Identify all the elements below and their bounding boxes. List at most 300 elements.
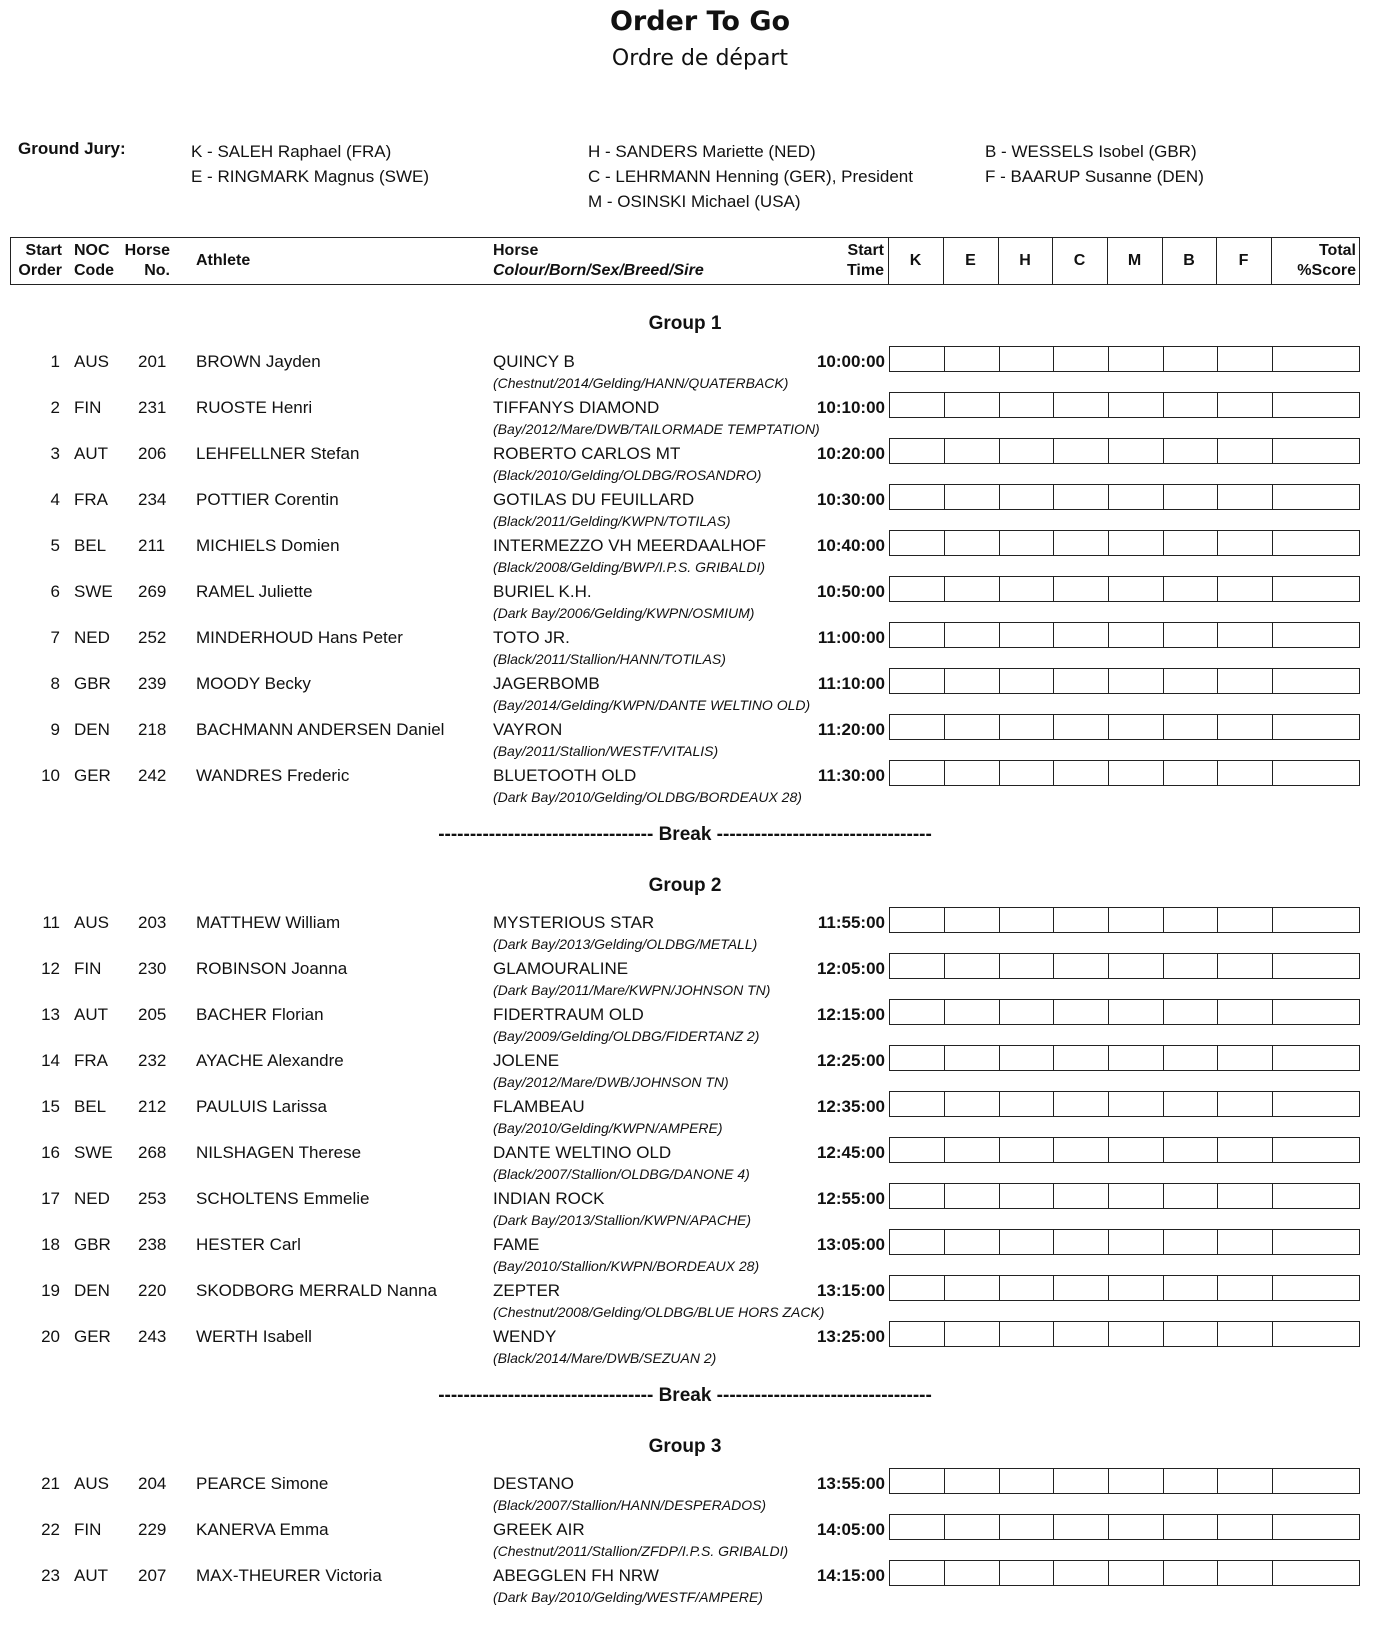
score-box-divider xyxy=(1108,1469,1109,1493)
score-box-divider xyxy=(1272,347,1273,371)
score-box-divider xyxy=(1163,1322,1164,1346)
score-box-divider xyxy=(1053,1092,1054,1116)
score-box-divider xyxy=(1217,393,1218,417)
score-box-divider xyxy=(1053,761,1054,785)
score-box-divider xyxy=(944,715,945,739)
horse-name: ROBERTO CARLOS MT xyxy=(493,444,681,463)
start-time: 13:05:00 xyxy=(816,1235,885,1254)
start-order: 10 xyxy=(41,766,60,785)
athlete-name: SCHOLTENS Emmelie xyxy=(196,1189,370,1208)
start-order: 3 xyxy=(50,444,60,463)
athlete-name: MATTHEW William xyxy=(196,913,341,932)
score-box-divider xyxy=(1272,1138,1273,1162)
score-box-divider xyxy=(1272,1184,1273,1208)
athlete-name: HESTER Carl xyxy=(196,1235,301,1254)
noc-code: DEN xyxy=(74,720,110,739)
score-box-divider xyxy=(1108,908,1109,932)
horse-name: GLAMOURALINE xyxy=(493,959,629,978)
start-order: 18 xyxy=(41,1235,60,1254)
start-time: 14:05:00 xyxy=(816,1520,885,1539)
score-box-divider xyxy=(1163,715,1164,739)
score-box-divider xyxy=(1108,347,1109,371)
start-order: 17 xyxy=(41,1189,60,1208)
noc-code: AUT xyxy=(74,1005,108,1024)
score-box-divider xyxy=(999,669,1000,693)
header-text: Time xyxy=(846,262,884,279)
horse-name: TOTO JR. xyxy=(493,628,570,647)
score-box-divider xyxy=(1217,623,1218,647)
score-box-divider xyxy=(1217,1322,1218,1346)
athlete-name: MINDERHOUD Hans Peter xyxy=(196,628,403,647)
start-time: 10:30:00 xyxy=(816,490,885,509)
score-box-divider xyxy=(999,393,1000,417)
horse-number: 242 xyxy=(138,766,167,785)
ground-jury-label: Ground Jury: xyxy=(18,139,126,158)
score-entry-boxes xyxy=(889,576,1360,602)
horse-details: (Dark Bay/2013/Stallion/KWPN/APACHE) xyxy=(493,1212,752,1228)
score-box-divider xyxy=(1108,1092,1109,1116)
score-box-divider xyxy=(1053,1046,1054,1070)
score-entry-boxes xyxy=(889,1137,1360,1163)
score-box-divider xyxy=(1163,439,1164,463)
score-box-divider xyxy=(944,761,945,785)
horse-number: 218 xyxy=(138,720,167,739)
jury-member: F - BAARUP Susanne (DEN) xyxy=(985,167,1204,186)
table-row xyxy=(0,1566,1400,1612)
horse-name: BURIEL K.H. xyxy=(493,582,592,601)
score-entry-boxes xyxy=(889,1560,1360,1586)
score-box-divider xyxy=(1272,954,1273,978)
score-box-divider xyxy=(944,1000,945,1024)
score-box-divider xyxy=(1053,347,1054,371)
score-entry-boxes xyxy=(889,346,1360,372)
noc-code: AUS xyxy=(74,913,109,932)
score-box-divider xyxy=(999,1046,1000,1070)
score-box-divider xyxy=(1272,908,1273,932)
header-judge-e: E xyxy=(965,252,976,269)
athlete-name: PEARCE Simone xyxy=(196,1474,329,1493)
score-box-divider xyxy=(944,1230,945,1254)
horse-name: JOLENE xyxy=(493,1051,560,1070)
start-order: 1 xyxy=(50,352,60,371)
score-box-divider xyxy=(1108,393,1109,417)
header-text: Start xyxy=(847,242,884,259)
horse-details: (Black/2011/Stallion/HANN/TOTILAS) xyxy=(493,651,726,667)
athlete-name: LEHFELLNER Stefan xyxy=(196,444,360,463)
score-box-divider xyxy=(1053,393,1054,417)
ground-jury-column-1 xyxy=(191,139,429,189)
score-box-divider xyxy=(1108,1515,1109,1539)
table-row xyxy=(0,766,1400,812)
horse-details: (Bay/2014/Gelding/KWPN/DANTE WELTINO OLD) xyxy=(493,697,811,713)
score-box-divider xyxy=(1163,1138,1164,1162)
score-box-divider xyxy=(1272,1046,1273,1070)
horse-name: MYSTERIOUS STAR xyxy=(493,913,655,932)
header-text: No. xyxy=(144,262,170,279)
header-start-time xyxy=(820,241,884,281)
start-order: 9 xyxy=(50,720,60,739)
start-order: 15 xyxy=(41,1097,60,1116)
jury-member: M - OSINSKI Michael (USA) xyxy=(588,192,801,211)
horse-details: (Bay/2012/Mare/DWB/JOHNSON TN) xyxy=(493,1074,729,1090)
score-box-divider xyxy=(1053,954,1054,978)
score-box-divider xyxy=(1163,761,1164,785)
header-athlete: Athlete xyxy=(196,252,251,269)
score-box-divider xyxy=(1272,485,1273,509)
score-box-divider xyxy=(944,1561,945,1585)
score-entry-boxes xyxy=(889,1275,1360,1301)
horse-name: ZEPTER xyxy=(493,1281,561,1300)
score-box-divider xyxy=(944,531,945,555)
start-order: 11 xyxy=(42,913,60,932)
header-judge-b: B xyxy=(1183,252,1195,269)
score-box-divider xyxy=(1163,669,1164,693)
score-box-divider xyxy=(999,1322,1000,1346)
horse-name: FAME xyxy=(493,1235,540,1254)
horse-details: (Dark Bay/2013/Gelding/OLDBG/METALL) xyxy=(493,936,758,952)
athlete-name: NILSHAGEN Therese xyxy=(196,1143,362,1162)
score-box-divider xyxy=(1217,1230,1218,1254)
athlete-name: BACHMANN ANDERSEN Daniel xyxy=(196,720,445,739)
horse-details: (Bay/2012/Mare/DWB/TAILORMADE TEMPTATION) xyxy=(493,421,820,437)
score-box-divider xyxy=(1163,623,1164,647)
score-box-divider xyxy=(999,485,1000,509)
score-entry-boxes xyxy=(889,1468,1360,1494)
horse-number: 268 xyxy=(138,1143,167,1162)
score-box-divider xyxy=(1217,1184,1218,1208)
score-box-divider xyxy=(1217,439,1218,463)
noc-code: FRA xyxy=(74,490,108,509)
score-box-divider xyxy=(1217,577,1218,601)
horse-number: 231 xyxy=(138,398,167,417)
horse-number: 201 xyxy=(138,352,167,371)
start-time: 12:05:00 xyxy=(816,959,885,978)
score-box-divider xyxy=(999,715,1000,739)
score-box-divider xyxy=(999,1000,1000,1024)
athlete-name: SKODBORG MERRALD Nanna xyxy=(196,1281,437,1300)
score-entry-boxes xyxy=(889,530,1360,556)
horse-details: (Black/2010/Gelding/OLDBG/ROSANDRO) xyxy=(493,467,762,483)
athlete-name: POTTIER Corentin xyxy=(196,490,339,509)
score-box-divider xyxy=(1163,1515,1164,1539)
score-entry-boxes xyxy=(889,1229,1360,1255)
noc-code: FIN xyxy=(74,1520,102,1539)
start-time: 10:20:00 xyxy=(816,444,885,463)
start-order: 13 xyxy=(41,1005,60,1024)
header-judge-h: H xyxy=(1019,252,1031,269)
noc-code: NED xyxy=(74,1189,110,1208)
start-time: 10:40:00 xyxy=(816,536,885,555)
athlete-name: MOODY Becky xyxy=(196,674,311,693)
athlete-name: RAMEL Juliette xyxy=(196,582,313,601)
header-text: Horse xyxy=(493,242,539,259)
noc-code: SWE xyxy=(74,1143,113,1162)
noc-code: SWE xyxy=(74,582,113,601)
score-box-divider xyxy=(999,1469,1000,1493)
horse-name: DANTE WELTINO OLD xyxy=(493,1143,672,1162)
header-judge-m: M xyxy=(1127,252,1142,269)
header-text: Order xyxy=(18,262,62,279)
score-box-divider xyxy=(1108,485,1109,509)
score-box-divider xyxy=(944,1184,945,1208)
horse-number: 203 xyxy=(138,913,167,932)
horse-number: 212 xyxy=(138,1097,167,1116)
score-box-divider xyxy=(1108,1184,1109,1208)
score-box-divider xyxy=(1053,577,1054,601)
horse-details: (Dark Bay/2010/Gelding/OLDBG/BORDEAUX 28) xyxy=(493,789,802,805)
score-box-divider xyxy=(1108,1000,1109,1024)
score-entry-boxes xyxy=(889,760,1360,786)
horse-details: (Chestnut/2014/Gelding/HANN/QUATERBACK) xyxy=(493,375,789,391)
horse-name: WENDY xyxy=(493,1327,557,1346)
start-order: 22 xyxy=(41,1520,60,1539)
score-box-divider xyxy=(1163,1561,1164,1585)
score-box-divider xyxy=(1217,1276,1218,1300)
score-box-divider xyxy=(999,623,1000,647)
score-box-divider xyxy=(1272,1276,1273,1300)
score-box-divider xyxy=(1163,531,1164,555)
horse-number: 252 xyxy=(138,628,167,647)
start-order: 21 xyxy=(41,1474,60,1493)
score-box-divider xyxy=(944,1046,945,1070)
athlete-name: WERTH Isabell xyxy=(196,1327,312,1346)
score-box-divider xyxy=(1108,1046,1109,1070)
score-box-divider xyxy=(999,1230,1000,1254)
score-entry-boxes xyxy=(889,668,1360,694)
score-box-divider xyxy=(1108,1561,1109,1585)
score-box-divider xyxy=(1108,1230,1109,1254)
header-text: Colour/Born/Sex/Breed/Sire xyxy=(493,262,704,279)
start-time: 12:45:00 xyxy=(816,1143,885,1162)
horse-details: (Chestnut/2011/Stallion/ZFDP/I.P.S. GRIBALDI) xyxy=(493,1543,789,1559)
score-box-divider xyxy=(944,623,945,647)
athlete-name: AYACHE Alexandre xyxy=(196,1051,344,1070)
score-box-divider xyxy=(999,531,1000,555)
score-box-divider xyxy=(999,577,1000,601)
horse-number: 234 xyxy=(138,490,167,509)
noc-code: DEN xyxy=(74,1281,110,1300)
score-box-divider xyxy=(1053,623,1054,647)
horse-number: 211 xyxy=(138,536,166,555)
horse-name: FLAMBEAU xyxy=(493,1097,585,1116)
noc-code: AUT xyxy=(74,1566,108,1585)
score-box-divider xyxy=(1272,393,1273,417)
athlete-name: BACHER Florian xyxy=(196,1005,324,1024)
score-box-divider xyxy=(1272,577,1273,601)
score-box-divider xyxy=(1163,908,1164,932)
score-box-divider xyxy=(1272,531,1273,555)
score-box-divider xyxy=(1108,1322,1109,1346)
start-order: 2 xyxy=(50,398,60,417)
start-time: 10:00:00 xyxy=(816,352,885,371)
horse-details: (Black/2007/Stallion/HANN/DESPERADOS) xyxy=(493,1497,767,1513)
jury-member: B - WESSELS Isobel (GBR) xyxy=(985,142,1197,161)
score-box-divider xyxy=(944,485,945,509)
header-text: Start xyxy=(25,242,62,259)
score-box-divider xyxy=(1272,439,1273,463)
score-entry-boxes xyxy=(889,622,1360,648)
score-box-divider xyxy=(1108,623,1109,647)
score-box-divider xyxy=(1217,485,1218,509)
horse-number: 253 xyxy=(138,1189,167,1208)
horse-name: FIDERTRAUM OLD xyxy=(493,1005,644,1024)
score-box-divider xyxy=(1272,761,1273,785)
noc-code: AUS xyxy=(74,1474,109,1493)
horse-name: INTERMEZZO VH MEERDAALHOF xyxy=(493,536,766,555)
start-order: 8 xyxy=(50,674,60,693)
header-text: Code xyxy=(74,262,114,279)
noc-code: GBR xyxy=(74,674,111,693)
score-entry-boxes xyxy=(889,907,1360,933)
score-box-divider xyxy=(944,393,945,417)
break-separator: ---------------------------------- Break ---------------------------------- xyxy=(438,1385,932,1406)
start-time: 12:15:00 xyxy=(816,1005,885,1024)
header-text: Horse xyxy=(124,242,170,259)
start-order: 5 xyxy=(50,536,60,555)
jury-member: C - LEHRMANN Henning (GER), President xyxy=(588,167,913,186)
score-box-divider xyxy=(1272,1469,1273,1493)
score-entry-boxes xyxy=(889,953,1360,979)
horse-details: (Black/2008/Gelding/BWP/I.P.S. GRIBALDI) xyxy=(493,559,766,575)
score-box-divider xyxy=(1163,1469,1164,1493)
horse-name: TIFFANYS DIAMOND xyxy=(493,398,660,417)
score-box-divider xyxy=(999,1561,1000,1585)
score-box-divider xyxy=(999,954,1000,978)
horse-name: JAGERBOMB xyxy=(493,674,600,693)
start-time: 10:50:00 xyxy=(816,582,885,601)
horse-number: 206 xyxy=(138,444,167,463)
score-box-divider xyxy=(1108,439,1109,463)
score-box-divider xyxy=(1108,669,1109,693)
horse-number: 269 xyxy=(138,582,167,601)
score-box-divider xyxy=(944,954,945,978)
score-box-divider xyxy=(1108,715,1109,739)
ground-jury-column-2 xyxy=(588,139,913,214)
score-box-divider xyxy=(1108,577,1109,601)
score-box-divider xyxy=(999,439,1000,463)
score-box-divider xyxy=(1217,1561,1218,1585)
header-noc-code xyxy=(74,241,114,281)
score-box-divider xyxy=(1108,531,1109,555)
horse-number: 238 xyxy=(138,1235,167,1254)
noc-code: GBR xyxy=(74,1235,111,1254)
score-entry-boxes xyxy=(889,1183,1360,1209)
table-row xyxy=(0,1327,1400,1373)
score-box-divider xyxy=(1217,908,1218,932)
noc-code: AUT xyxy=(74,444,108,463)
noc-code: NED xyxy=(74,628,110,647)
score-box-divider xyxy=(1108,1138,1109,1162)
score-box-divider xyxy=(999,1092,1000,1116)
horse-number: 205 xyxy=(138,1005,167,1024)
horse-number: 207 xyxy=(138,1566,167,1585)
break-separator: ---------------------------------- Break ---------------------------------- xyxy=(438,824,932,845)
score-box-divider xyxy=(1053,1469,1054,1493)
start-order: 7 xyxy=(50,628,60,647)
score-box-divider xyxy=(944,439,945,463)
horse-details: (Black/2014/Mare/DWB/SEZUAN 2) xyxy=(493,1350,717,1366)
score-box-divider xyxy=(1163,1276,1164,1300)
athlete-name: PAULUIS Larissa xyxy=(196,1097,328,1116)
horse-number: 243 xyxy=(138,1327,167,1346)
horse-details: (Bay/2009/Gelding/OLDBG/FIDERTANZ 2) xyxy=(493,1028,760,1044)
start-time: 13:15:00 xyxy=(816,1281,885,1300)
start-time: 13:55:00 xyxy=(816,1474,885,1493)
score-box-divider xyxy=(1272,669,1273,693)
start-order: 4 xyxy=(50,490,60,509)
score-box-divider xyxy=(1108,761,1109,785)
horse-number: 229 xyxy=(138,1520,167,1539)
noc-code: FIN xyxy=(74,959,102,978)
score-box-divider xyxy=(999,1276,1000,1300)
noc-code: GER xyxy=(74,766,111,785)
score-box-divider xyxy=(1053,1230,1054,1254)
start-order: 12 xyxy=(41,959,60,978)
noc-code: BEL xyxy=(74,1097,107,1116)
horse-details: (Dark Bay/2010/Gelding/WESTF/AMPERE) xyxy=(493,1589,763,1605)
score-box-divider xyxy=(1217,531,1218,555)
score-box-divider xyxy=(1217,347,1218,371)
horse-number: 220 xyxy=(138,1281,167,1300)
group-title: Group 3 xyxy=(648,1436,722,1457)
score-box-divider xyxy=(1272,715,1273,739)
start-order: 19 xyxy=(41,1281,60,1300)
score-box-divider xyxy=(1053,715,1054,739)
jury-member: H - SANDERS Mariette (NED) xyxy=(588,142,816,161)
score-box-divider xyxy=(1272,1000,1273,1024)
score-box-divider xyxy=(1053,485,1054,509)
score-entry-boxes xyxy=(889,1321,1360,1347)
score-box-divider xyxy=(1272,623,1273,647)
horse-number: 204 xyxy=(138,1474,167,1493)
score-box-divider xyxy=(944,1276,945,1300)
start-time: 11:00:00 xyxy=(817,628,885,647)
score-box-divider xyxy=(1217,761,1218,785)
score-box-divider xyxy=(944,908,945,932)
score-entry-boxes xyxy=(889,1045,1360,1071)
score-box-divider xyxy=(1272,1230,1273,1254)
score-box-divider xyxy=(1217,1515,1218,1539)
start-order: 14 xyxy=(41,1051,60,1070)
horse-details: (Black/2007/Stallion/OLDBG/DANONE 4) xyxy=(493,1166,750,1182)
score-box-divider xyxy=(1053,1276,1054,1300)
score-box-divider xyxy=(1108,954,1109,978)
score-box-divider xyxy=(1163,1046,1164,1070)
score-box-divider xyxy=(1272,1561,1273,1585)
horse-number: 232 xyxy=(138,1051,167,1070)
start-time: 10:10:00 xyxy=(816,398,885,417)
score-box-divider xyxy=(1053,439,1054,463)
score-box-divider xyxy=(1053,669,1054,693)
horse-name: GREEK AIR xyxy=(493,1520,585,1539)
horse-details: (Bay/2011/Stallion/WESTF/VITALIS) xyxy=(493,743,719,759)
athlete-name: MAX-THEURER Victoria xyxy=(196,1566,382,1585)
start-time: 12:55:00 xyxy=(816,1189,885,1208)
noc-code: BEL xyxy=(74,536,107,555)
start-time: 14:15:00 xyxy=(816,1566,885,1585)
score-box-divider xyxy=(999,347,1000,371)
athlete-name: MICHIELS Domien xyxy=(196,536,340,555)
score-box-divider xyxy=(1053,908,1054,932)
horse-name: GOTILAS DU FEUILLARD xyxy=(493,490,695,509)
score-box-divider xyxy=(1053,1184,1054,1208)
horse-name: INDIAN ROCK xyxy=(493,1189,605,1208)
score-box-divider xyxy=(1163,1000,1164,1024)
start-time: 11:20:00 xyxy=(817,720,885,739)
group-title: Group 2 xyxy=(648,875,722,896)
noc-code: GER xyxy=(74,1327,111,1346)
jury-member: K - SALEH Raphael (FRA) xyxy=(191,142,392,161)
